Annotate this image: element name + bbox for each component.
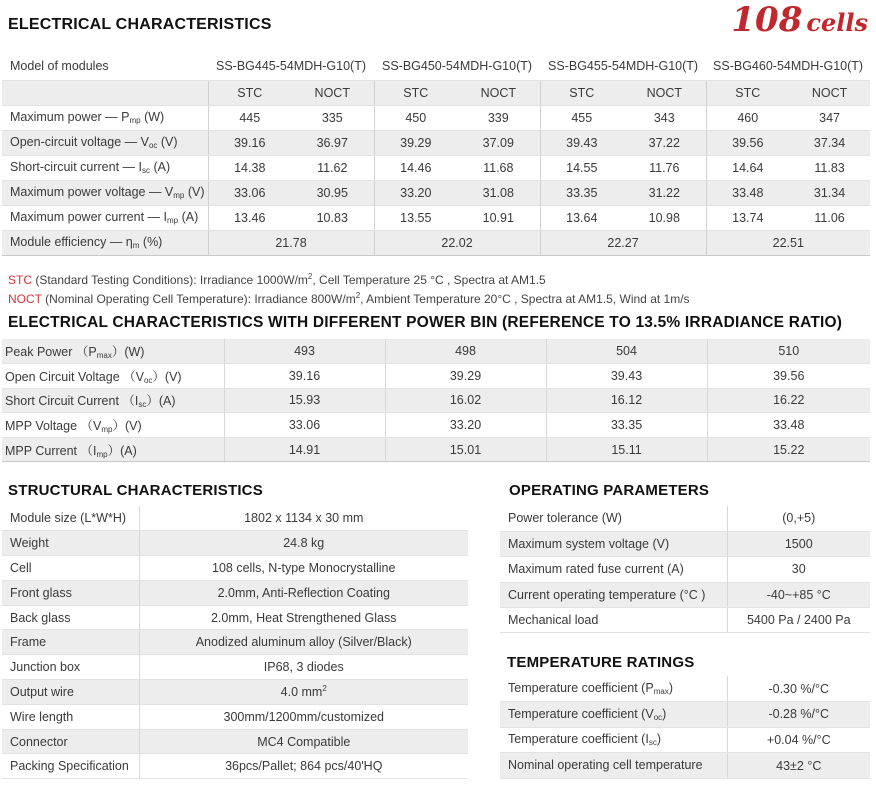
noct-note: NOCT (Nominal Operating Cell Temperature): Irradiance $800W/m^2$, Ambient Temperature 20°C , Spectra at AM1.5, Wind at 1m/s bbox=[8, 291, 690, 306]
param-value: 5400 Pa / 2400 Pa bbox=[727, 608, 870, 633]
spec-value: 300mm/1200mm/customized bbox=[139, 704, 468, 729]
condition-cell: NOCT bbox=[457, 80, 540, 105]
value-cell: 30.95 bbox=[291, 180, 374, 205]
spec-label: Packing Specification bbox=[2, 754, 139, 779]
value-cell: 15.11 bbox=[546, 437, 707, 462]
spec-value: 2.0mm, Heat Strengthened Glass bbox=[139, 605, 468, 630]
spec-value: 2.0mm, Anti-Reflection Coating bbox=[139, 580, 468, 605]
operating-parameters-title: OPERATING PARAMETERS bbox=[509, 482, 710, 499]
condition-blank bbox=[2, 80, 208, 105]
temperature-ratings-title: TEMPERATURE RATINGS bbox=[507, 654, 695, 671]
table-row bbox=[2, 437, 870, 462]
condition-cell: STC bbox=[374, 80, 457, 105]
value-cell: 33.06 bbox=[208, 180, 291, 205]
value-cell: 450 bbox=[374, 105, 457, 130]
value-cell: 16.22 bbox=[707, 388, 870, 413]
condition-cell: NOCT bbox=[789, 80, 870, 105]
cells-word: cells bbox=[806, 8, 868, 37]
table-row bbox=[2, 130, 870, 155]
value-cell: 13.46 bbox=[208, 205, 291, 230]
param-label: Mechanical load bbox=[500, 608, 727, 633]
table-row bbox=[2, 556, 468, 581]
param-label: Short Circuit Current $(I_{sc})(A)$ bbox=[2, 388, 224, 413]
model-label: Model of modules bbox=[2, 52, 208, 80]
table-row bbox=[500, 506, 870, 531]
param-label: Temperature coefficient $(I_{sc})$ bbox=[500, 727, 727, 753]
value-cell: 493 bbox=[224, 339, 385, 364]
temperature-ratings-table bbox=[500, 676, 870, 779]
operating-parameters-table bbox=[500, 506, 870, 633]
value-cell: 39.16 bbox=[208, 130, 291, 155]
table-row bbox=[2, 531, 468, 556]
value-cell: 14.91 bbox=[224, 437, 385, 462]
condition-cell: NOCT bbox=[623, 80, 706, 105]
spec-label: Front glass bbox=[2, 580, 139, 605]
value-cell: 14.64 bbox=[706, 155, 789, 180]
value-cell: 10.83 bbox=[291, 205, 374, 230]
electrical-characteristics-title: ELECTRICAL CHARACTERISTICS bbox=[8, 16, 272, 33]
table-row bbox=[2, 680, 468, 705]
spec-value: 36pcs/Pallet; 864 pcs/40'HQ bbox=[139, 754, 468, 779]
power-bin-table bbox=[2, 339, 870, 462]
value-cell: 11.76 bbox=[623, 155, 706, 180]
condition-row bbox=[2, 80, 870, 105]
cells-badge bbox=[731, 0, 868, 40]
condition-cell: STC bbox=[706, 80, 789, 105]
value-cell: 31.34 bbox=[789, 180, 870, 205]
value-cell: 39.43 bbox=[546, 364, 707, 389]
efficiency-row bbox=[2, 230, 870, 255]
value-cell: 37.22 bbox=[623, 130, 706, 155]
spec-label: Frame bbox=[2, 630, 139, 655]
value-cell: 39.43 bbox=[540, 130, 623, 155]
value-cell: 339 bbox=[457, 105, 540, 130]
value-cell: 33.48 bbox=[707, 413, 870, 438]
condition-cell: STC bbox=[540, 80, 623, 105]
value-cell: 445 bbox=[208, 105, 291, 130]
value-cell: 11.06 bbox=[789, 205, 870, 230]
table-row bbox=[500, 727, 870, 753]
table-row bbox=[2, 388, 870, 413]
table-row bbox=[2, 630, 468, 655]
param-value: 1500 bbox=[727, 531, 870, 556]
table-row bbox=[2, 339, 870, 364]
spec-value: 1802 x 1134 x 30 mm bbox=[139, 506, 468, 531]
param-value: 30 bbox=[727, 557, 870, 582]
param-label: Nominal operating cell temperature bbox=[500, 753, 727, 779]
param-label: Module efficiency — $\eta_m$ (%) bbox=[2, 230, 208, 255]
spec-value: 108 cells, N-type Monocrystalline bbox=[139, 556, 468, 581]
param-label: Maximum power voltage — $V_{mp}$ (V) bbox=[2, 180, 208, 205]
param-label: Temperature coefficient $(V_{oc})$ bbox=[500, 702, 727, 728]
param-value: (0,+5) bbox=[727, 506, 870, 531]
value-cell: 510 bbox=[707, 339, 870, 364]
table-row bbox=[2, 729, 468, 754]
table-row bbox=[500, 608, 870, 633]
param-value: -0.30 %/°C bbox=[727, 676, 870, 702]
param-label: Open-circuit voltage — $V_{oc}$ (V) bbox=[2, 130, 208, 155]
value-cell: 11.68 bbox=[457, 155, 540, 180]
param-label: Maximum power current — $I_{mp}$ (A) bbox=[2, 205, 208, 230]
table-row bbox=[2, 506, 468, 531]
model-name: SS-BG455-54MDH-G10(T) bbox=[540, 52, 706, 80]
table-row bbox=[2, 605, 468, 630]
spec-value: Anodized aluminum alloy (Silver/Black) bbox=[139, 630, 468, 655]
condition-cell: NOCT bbox=[291, 80, 374, 105]
stc-tag: STC bbox=[8, 273, 32, 287]
value-cell: 31.08 bbox=[457, 180, 540, 205]
table-row bbox=[2, 754, 468, 779]
table-row bbox=[2, 655, 468, 680]
electrical-characteristics-table bbox=[2, 52, 870, 256]
spec-label: Wire length bbox=[2, 704, 139, 729]
param-value: -0.28 %/°C bbox=[727, 702, 870, 728]
stc-note: STC (Standard Testing Conditions): Irradiance $1000W/m^2$, Cell Temperature 25 °C , Spectra at AM1.5 bbox=[8, 272, 546, 287]
table-row bbox=[2, 205, 870, 230]
value-cell: 33.06 bbox=[224, 413, 385, 438]
table-row bbox=[500, 582, 870, 607]
value-cell: 33.35 bbox=[540, 180, 623, 205]
table-row bbox=[2, 580, 468, 605]
spec-label: Back glass bbox=[2, 605, 139, 630]
table-row bbox=[2, 413, 870, 438]
structural-title: STRUCTURAL CHARACTERISTICS bbox=[8, 482, 263, 499]
spec-label: Connector bbox=[2, 729, 139, 754]
model-name: SS-BG450-54MDH-G10(T) bbox=[374, 52, 540, 80]
spec-value: 4.0 $mm^2$ bbox=[139, 680, 468, 705]
param-label: MPP Voltage $(V_{mp})(V)$ bbox=[2, 413, 224, 438]
param-label: Maximum rated fuse current (A) bbox=[500, 557, 727, 582]
spec-label: Junction box bbox=[2, 655, 139, 680]
table-row bbox=[2, 155, 870, 180]
param-value: +0.04 %/°C bbox=[727, 727, 870, 753]
param-value: 43±2 °C bbox=[727, 753, 870, 779]
table-row bbox=[500, 531, 870, 556]
model-row bbox=[2, 52, 870, 80]
value-cell: 13.55 bbox=[374, 205, 457, 230]
value-cell: 11.62 bbox=[291, 155, 374, 180]
table-row bbox=[500, 702, 870, 728]
value-cell: 13.64 bbox=[540, 205, 623, 230]
value-cell: 16.12 bbox=[546, 388, 707, 413]
value-cell: 455 bbox=[540, 105, 623, 130]
value-cell: 33.48 bbox=[706, 180, 789, 205]
value-cell: 10.98 bbox=[623, 205, 706, 230]
condition-cell: STC bbox=[208, 80, 291, 105]
structural-table bbox=[2, 506, 468, 779]
value-cell: 498 bbox=[385, 339, 546, 364]
value-cell: 39.56 bbox=[706, 130, 789, 155]
table-row bbox=[500, 557, 870, 582]
table-row bbox=[2, 180, 870, 205]
value-cell: 15.01 bbox=[385, 437, 546, 462]
value-cell: 36.97 bbox=[291, 130, 374, 155]
value-cell: 33.35 bbox=[546, 413, 707, 438]
efficiency-value: 22.27 bbox=[540, 230, 706, 255]
efficiency-value: 22.51 bbox=[706, 230, 870, 255]
param-label: Current operating temperature (°C ) bbox=[500, 582, 727, 607]
spec-label: Cell bbox=[2, 556, 139, 581]
param-label: Maximum power — $P_{mp}$ (W) bbox=[2, 105, 208, 130]
value-cell: 14.38 bbox=[208, 155, 291, 180]
efficiency-value: 21.78 bbox=[208, 230, 374, 255]
value-cell: 16.02 bbox=[385, 388, 546, 413]
param-label: Peak Power $(P_{max})(W)$ bbox=[2, 339, 224, 364]
value-cell: 33.20 bbox=[374, 180, 457, 205]
value-cell: 15.93 bbox=[224, 388, 385, 413]
param-label: Temperature coefficient $(P_{max})$ bbox=[500, 676, 727, 702]
param-label: Power tolerance (W) bbox=[500, 506, 727, 531]
value-cell: 39.29 bbox=[374, 130, 457, 155]
spec-value: 24.8 kg bbox=[139, 531, 468, 556]
param-label: Maximum system voltage (V) bbox=[500, 531, 727, 556]
noct-tag: NOCT bbox=[8, 292, 42, 306]
param-value: -40~+85 °C bbox=[727, 582, 870, 607]
model-name: SS-BG460-54MDH-G10(T) bbox=[706, 52, 870, 80]
value-cell: 39.56 bbox=[707, 364, 870, 389]
value-cell: 14.46 bbox=[374, 155, 457, 180]
value-cell: 37.34 bbox=[789, 130, 870, 155]
table-row bbox=[500, 753, 870, 779]
value-cell: 10.91 bbox=[457, 205, 540, 230]
value-cell: 343 bbox=[623, 105, 706, 130]
table-row bbox=[2, 704, 468, 729]
value-cell: 15.22 bbox=[707, 437, 870, 462]
param-label: Short-circuit current — $I_{sc}$ (A) bbox=[2, 155, 208, 180]
param-label: Open Circuit Voltage $(V_{oc})(V)$ bbox=[2, 364, 224, 389]
spec-label: Output wire bbox=[2, 680, 139, 705]
value-cell: 347 bbox=[789, 105, 870, 130]
value-cell: 33.20 bbox=[385, 413, 546, 438]
value-cell: 37.09 bbox=[457, 130, 540, 155]
value-cell: 14.55 bbox=[540, 155, 623, 180]
value-cell: 460 bbox=[706, 105, 789, 130]
model-name: SS-BG445-54MDH-G10(T) bbox=[208, 52, 374, 80]
efficiency-value: 22.02 bbox=[374, 230, 540, 255]
value-cell: 39.16 bbox=[224, 364, 385, 389]
cells-count: 108 bbox=[731, 0, 803, 40]
value-cell: 13.74 bbox=[706, 205, 789, 230]
power-bin-title: ELECTRICAL CHARACTERISTICS WITH DIFFERENT POWER BIN (REFERENCE TO 13.5% IRRADIANCE RATIO) bbox=[8, 314, 843, 331]
table-row bbox=[2, 364, 870, 389]
value-cell: 31.22 bbox=[623, 180, 706, 205]
param-label: MPP Current $(I_{mp})(A)$ bbox=[2, 437, 224, 462]
table-row bbox=[500, 676, 870, 702]
spec-value: MC4 Compatible bbox=[139, 729, 468, 754]
value-cell: 39.29 bbox=[385, 364, 546, 389]
value-cell: 11.83 bbox=[789, 155, 870, 180]
value-cell: 504 bbox=[546, 339, 707, 364]
table-row bbox=[2, 105, 870, 130]
spec-value: IP68, 3 diodes bbox=[139, 655, 468, 680]
spec-label: Weight bbox=[2, 531, 139, 556]
spec-label: Module size (L*W*H) bbox=[2, 506, 139, 531]
value-cell: 335 bbox=[291, 105, 374, 130]
